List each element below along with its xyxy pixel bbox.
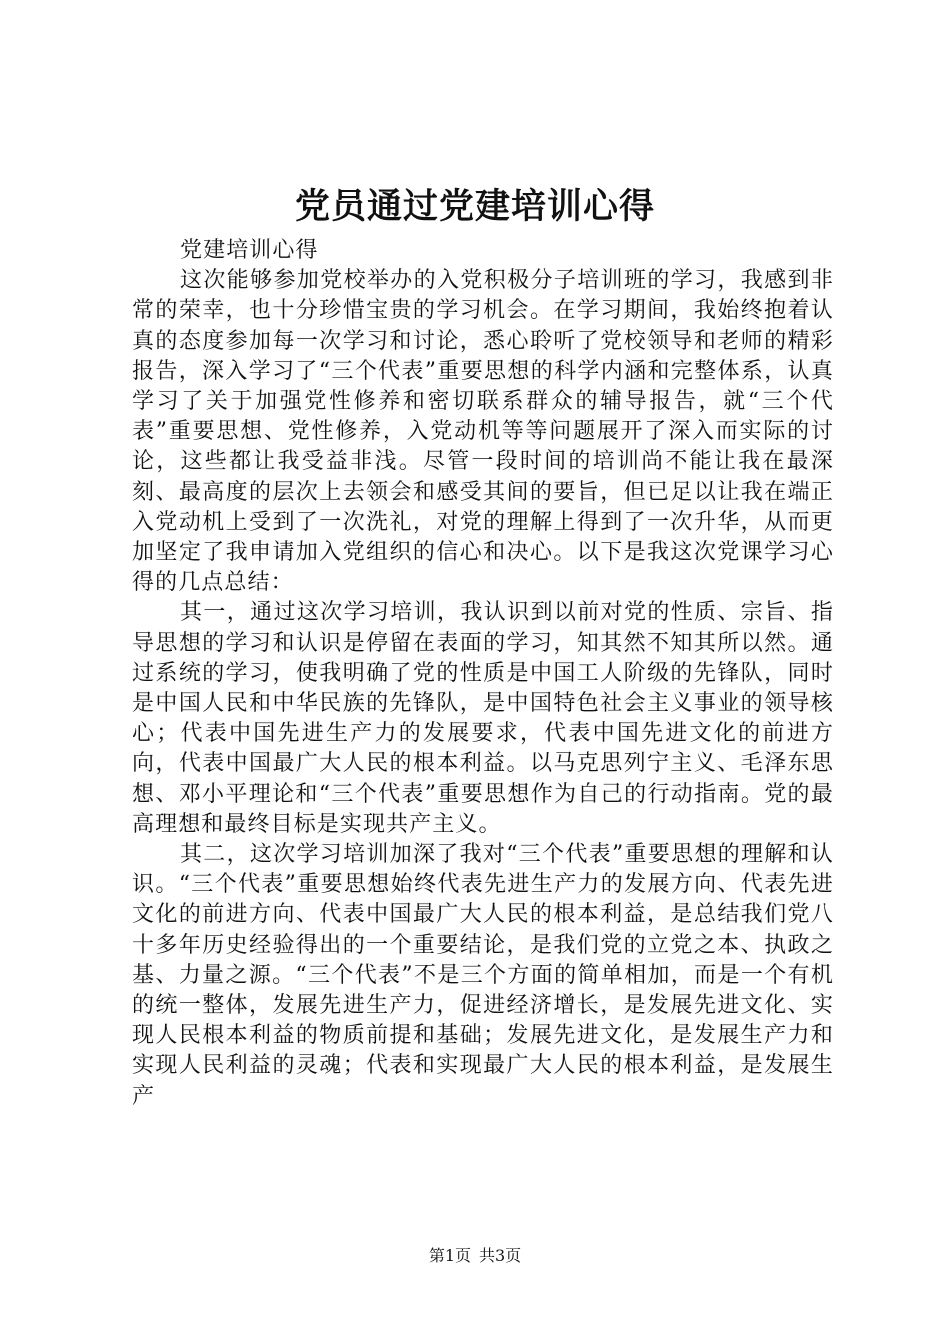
page-count: 共3页 bbox=[479, 1246, 522, 1265]
paragraph-point-two: 其二，这次学习培训加深了我对“三个代表”重要思想的理解和认识。“三个代表”重要思想始终代表先进生产力的发展方向、代表先进文化的前进方向、代表中国最广大人民的根本利益，是总结我们党八十多年历史经验得出的一个重要结论，是我们党的立党之本、执政之基、力量之源。“三个代表”不是三个方面的简单相加，而是一个有机的统一整体，发展先进生产力，促进经济增长，是发展先进文化、实现人民根本利益的物质前提和基础；发展先进文化，是发展生产力和实现人民利益的灵魂；代表和实现最广大人民的根本利益，是发展生产 bbox=[132, 842, 834, 1109]
document-body bbox=[132, 236, 834, 1112]
page-title: 党员通过党建培训心得 bbox=[294, 187, 655, 227]
page-number: 第1页 bbox=[428, 1246, 471, 1265]
page-footer bbox=[0, 1245, 950, 1267]
paragraph-intro: 这次能够参加党校举办的入党积极分子培训班的学习，我感到非常的荣幸，也十分珍惜宝贵的学习机会。在学习期间，我始终抱着认真的态度参加每一次学习和讨论，悉心聆听了党校领导和老师的精彩报告，深入学习了“三个代表”重要思想的科学内涵和完整体系，认真学习了关于加强党性修养和密切联系群众的辅导报告，就“三个代表”重要思想、党性修养，入党动机等等问题展开了深入而实际的讨论，这些都让我受益非浅。尽管一段时间的培训尚不能让我在最深刻、最高度的层次上去领会和感受其间的要旨，但已足以让我在端正入党动机上受到了一次洗礼，对党的理解上得到了一次升华，从而更加坚定了我申请加入党组织的信心和决心。以下是我这次党课学习心得的几点总结： bbox=[132, 268, 834, 596]
paragraph-point-one: 其一，通过这次学习培训，我认识到以前对党的性质、宗旨、指导思想的学习和认识是停留在表面的学习，知其然不知其所以然。通过系统的学习，使我明确了党的性质是中国工人阶级的先锋队，同时是中国人民和中华民族的先锋队，是中国特色社会主义事业的领导核心；代表中国先进生产力的发展要求，代表中国先进文化的前进方向，代表中国最广大人民的根本利益。以马克思列宁主义、毛泽东思想、邓小平理论和“三个代表”重要思想作为自己的行动指南。党的最高理想和最终目标是实现共产主义。 bbox=[132, 600, 834, 837]
section-heading: 党建培训心得 bbox=[180, 238, 319, 263]
